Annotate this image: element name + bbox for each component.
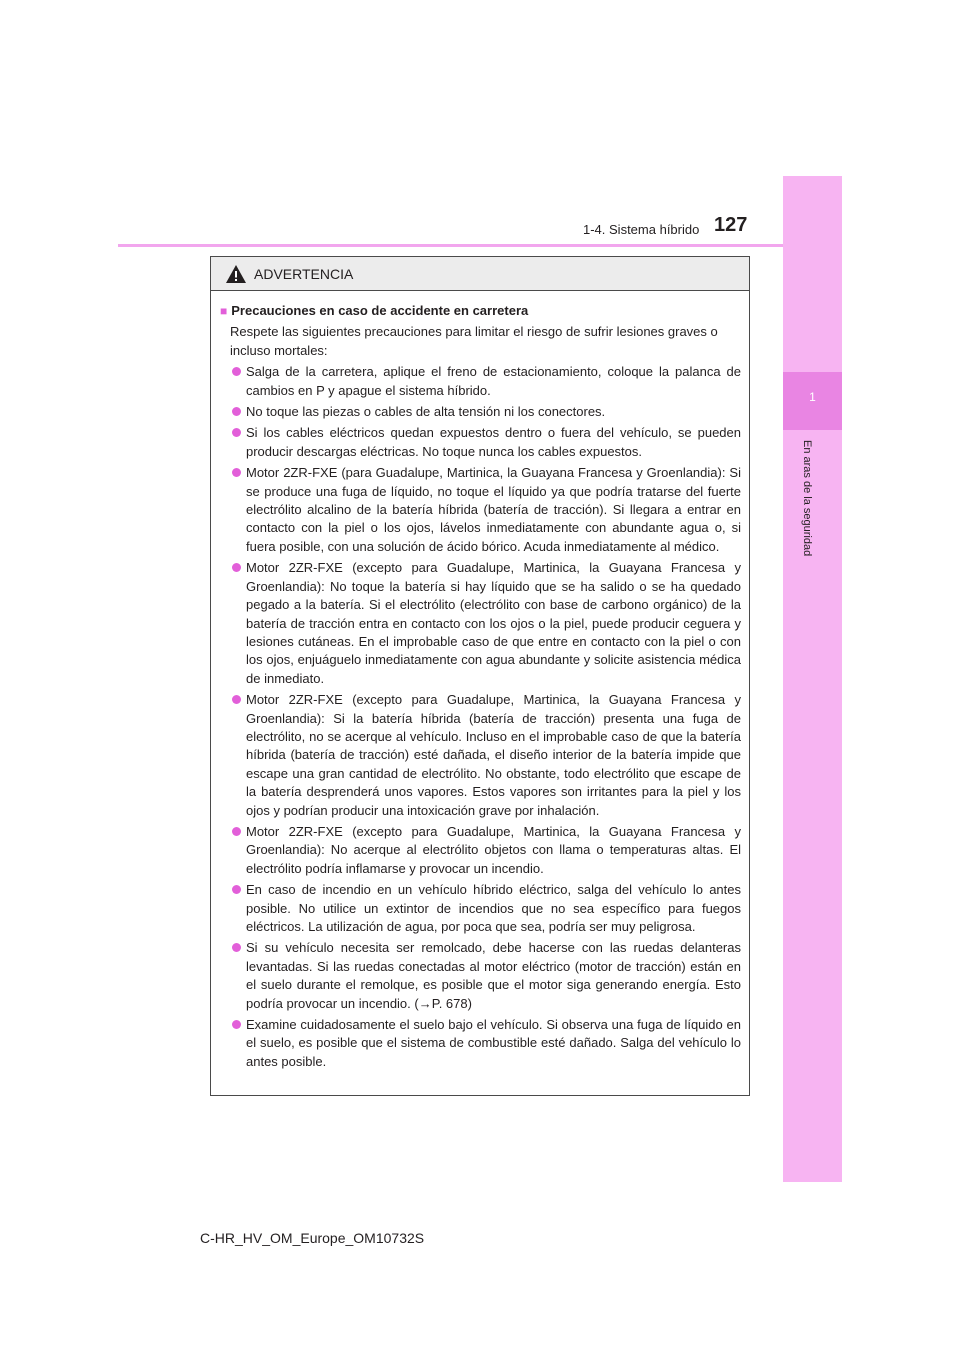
warning-box [210,256,750,1096]
list-item-text: Motor 2ZR-FXE (excepto para Guadalupe, Martinica, la Guayana Francesa y Groenlandia): No acerque al electrólito objetos con llama o temperaturas altas. El electrólito podría inflamarse y provocar un incendio. [246,823,741,876]
list-item-text: Examine cuidadosamente el suelo bajo el vehículo. Si observa una fuga de líquido en el suelo, es posible que el sistema de combustible esté dañado. Salga del vehículo lo antes posible. [246,1017,741,1069]
list-item [220,403,741,421]
section-title: 1-4. Sistema híbrido [583,222,700,237]
warning-label: ADVERTENCIA [254,265,354,282]
bullet-icon [232,827,241,836]
page-number: 127 [714,214,748,236]
bullet-icon [232,407,241,416]
list-item-text: Motor 2ZR-FXE (excepto para Guadalupe, Martinica, la Guayana Francesa y Groenlandia): Si la batería híbrida (batería de tracción) presenta una fuga de electrólito, no se acerque al vehículo. Incluso en el improbable caso de que la batería híbrida (batería de tracción) esté dañada, el diseño interior de la batería impide que escape una gran cantidad de electrólito. No obstante, todo electrólito que escape de la batería desprenderá unos vapores. Estos vapores son irritantes para la piel y los ojos y podrían producir una intoxicación grave por inhalación. [246,692,741,818]
list-item [220,363,741,400]
header-rule [118,244,783,247]
bullet-icon [232,1020,241,1029]
list-item [220,464,741,556]
bullet-icon [232,885,241,894]
warning-subheading [220,302,741,320]
chapter-number: 1 [809,390,816,404]
list-item [220,939,741,1013]
list-item-text: En caso de incendio en un vehículo híbrido eléctrico, salga del vehículo lo antes posible. No utilice un extintor de incendios que no sea específico para fuegos eléctricos. La utilización de agua, por poca que sea, podría ser muy peligrosa. [246,882,741,934]
list-item-text: No toque las piezas o cables de alta tensión ni los conectores. [246,404,606,420]
bullet-icon [232,943,241,952]
document-id: C-HR_HV_OM_Europe_OM10732S [200,1230,425,1246]
bullet-icon [232,367,241,376]
warning-triangle-icon [225,264,247,284]
list-item [220,881,741,936]
side-tab [783,176,842,1182]
list-item [220,1016,741,1071]
warning-header [211,257,749,291]
warning-body [211,291,749,1071]
list-item-text: Motor 2ZR-FXE (para Guadalupe, Martinica, la Guayana Francesa y Groenlandia): Si se produce una fuga de líquido, no toque el líquido ya que podría tratarse del fuerte electrólito alcalino de la batería híbrida (batería de tracción). Si llegara a entrar en contacto con la piel o los ojos, lávelos inmediatamente con abundante agua o, si fuera posible, con una solución de ácido bórico. Acuda inmediatamente al médico. [246,465,741,554]
list-item [220,424,741,461]
bullet-icon [232,428,241,437]
list-item [220,559,741,688]
warning-intro: Respete las siguientes precauciones para limitar el riesgo de sufrir lesiones graves o incluso mortales: [230,324,718,358]
list-item [220,823,741,878]
bullet-icon [232,695,241,704]
square-bullet-icon: ■ [220,304,228,318]
list-item-text: Si su vehículo necesita ser remolcado, debe hacerse con las ruedas delanteras levantadas. Si las ruedas conectadas al motor eléctrico (motor de tracción) están en el suelo durante el remolque, es posible que el motor siga generando energía. Esto podría provocar un incendio. (→P. 678) [246,940,741,1011]
warning-list [220,363,741,1071]
list-item-text: Salga de la carretera, aplique el freno de estacionamiento, coloque la palanca de cambios en P y apague el sistema híbrido. [246,364,741,398]
bullet-icon [232,468,241,477]
list-item [220,691,741,820]
list-item-text: Si los cables eléctricos quedan expuestos dentro o fuera del vehículo, se pueden producir descargas eléctricas. No toque nunca los cables expuestos. [246,425,741,459]
chapter-title: En aras de la seguridad [801,440,813,557]
list-item-text: Motor 2ZR-FXE (excepto para Guadalupe, Martinica, la Guayana Francesa y Groenlandia): No toque la batería si hay líquido que se ha salido o se ha quedado pegado a la batería. Si el electrólito (electrólito con base de carbono orgánico) de la batería de tracción entra en contacto con los ojos o la piel, puede producir ceguera y lesiones cutáneas. En el improbable caso de que entre en contacto con la piel o con los ojos, enjuáguelo inmediatamente con agua abundante y solicite asistencia médica de inmediato. [246,560,741,686]
bullet-icon [232,563,241,572]
warning-heading-text: Precauciones en caso de accidente en carretera [231,303,529,318]
